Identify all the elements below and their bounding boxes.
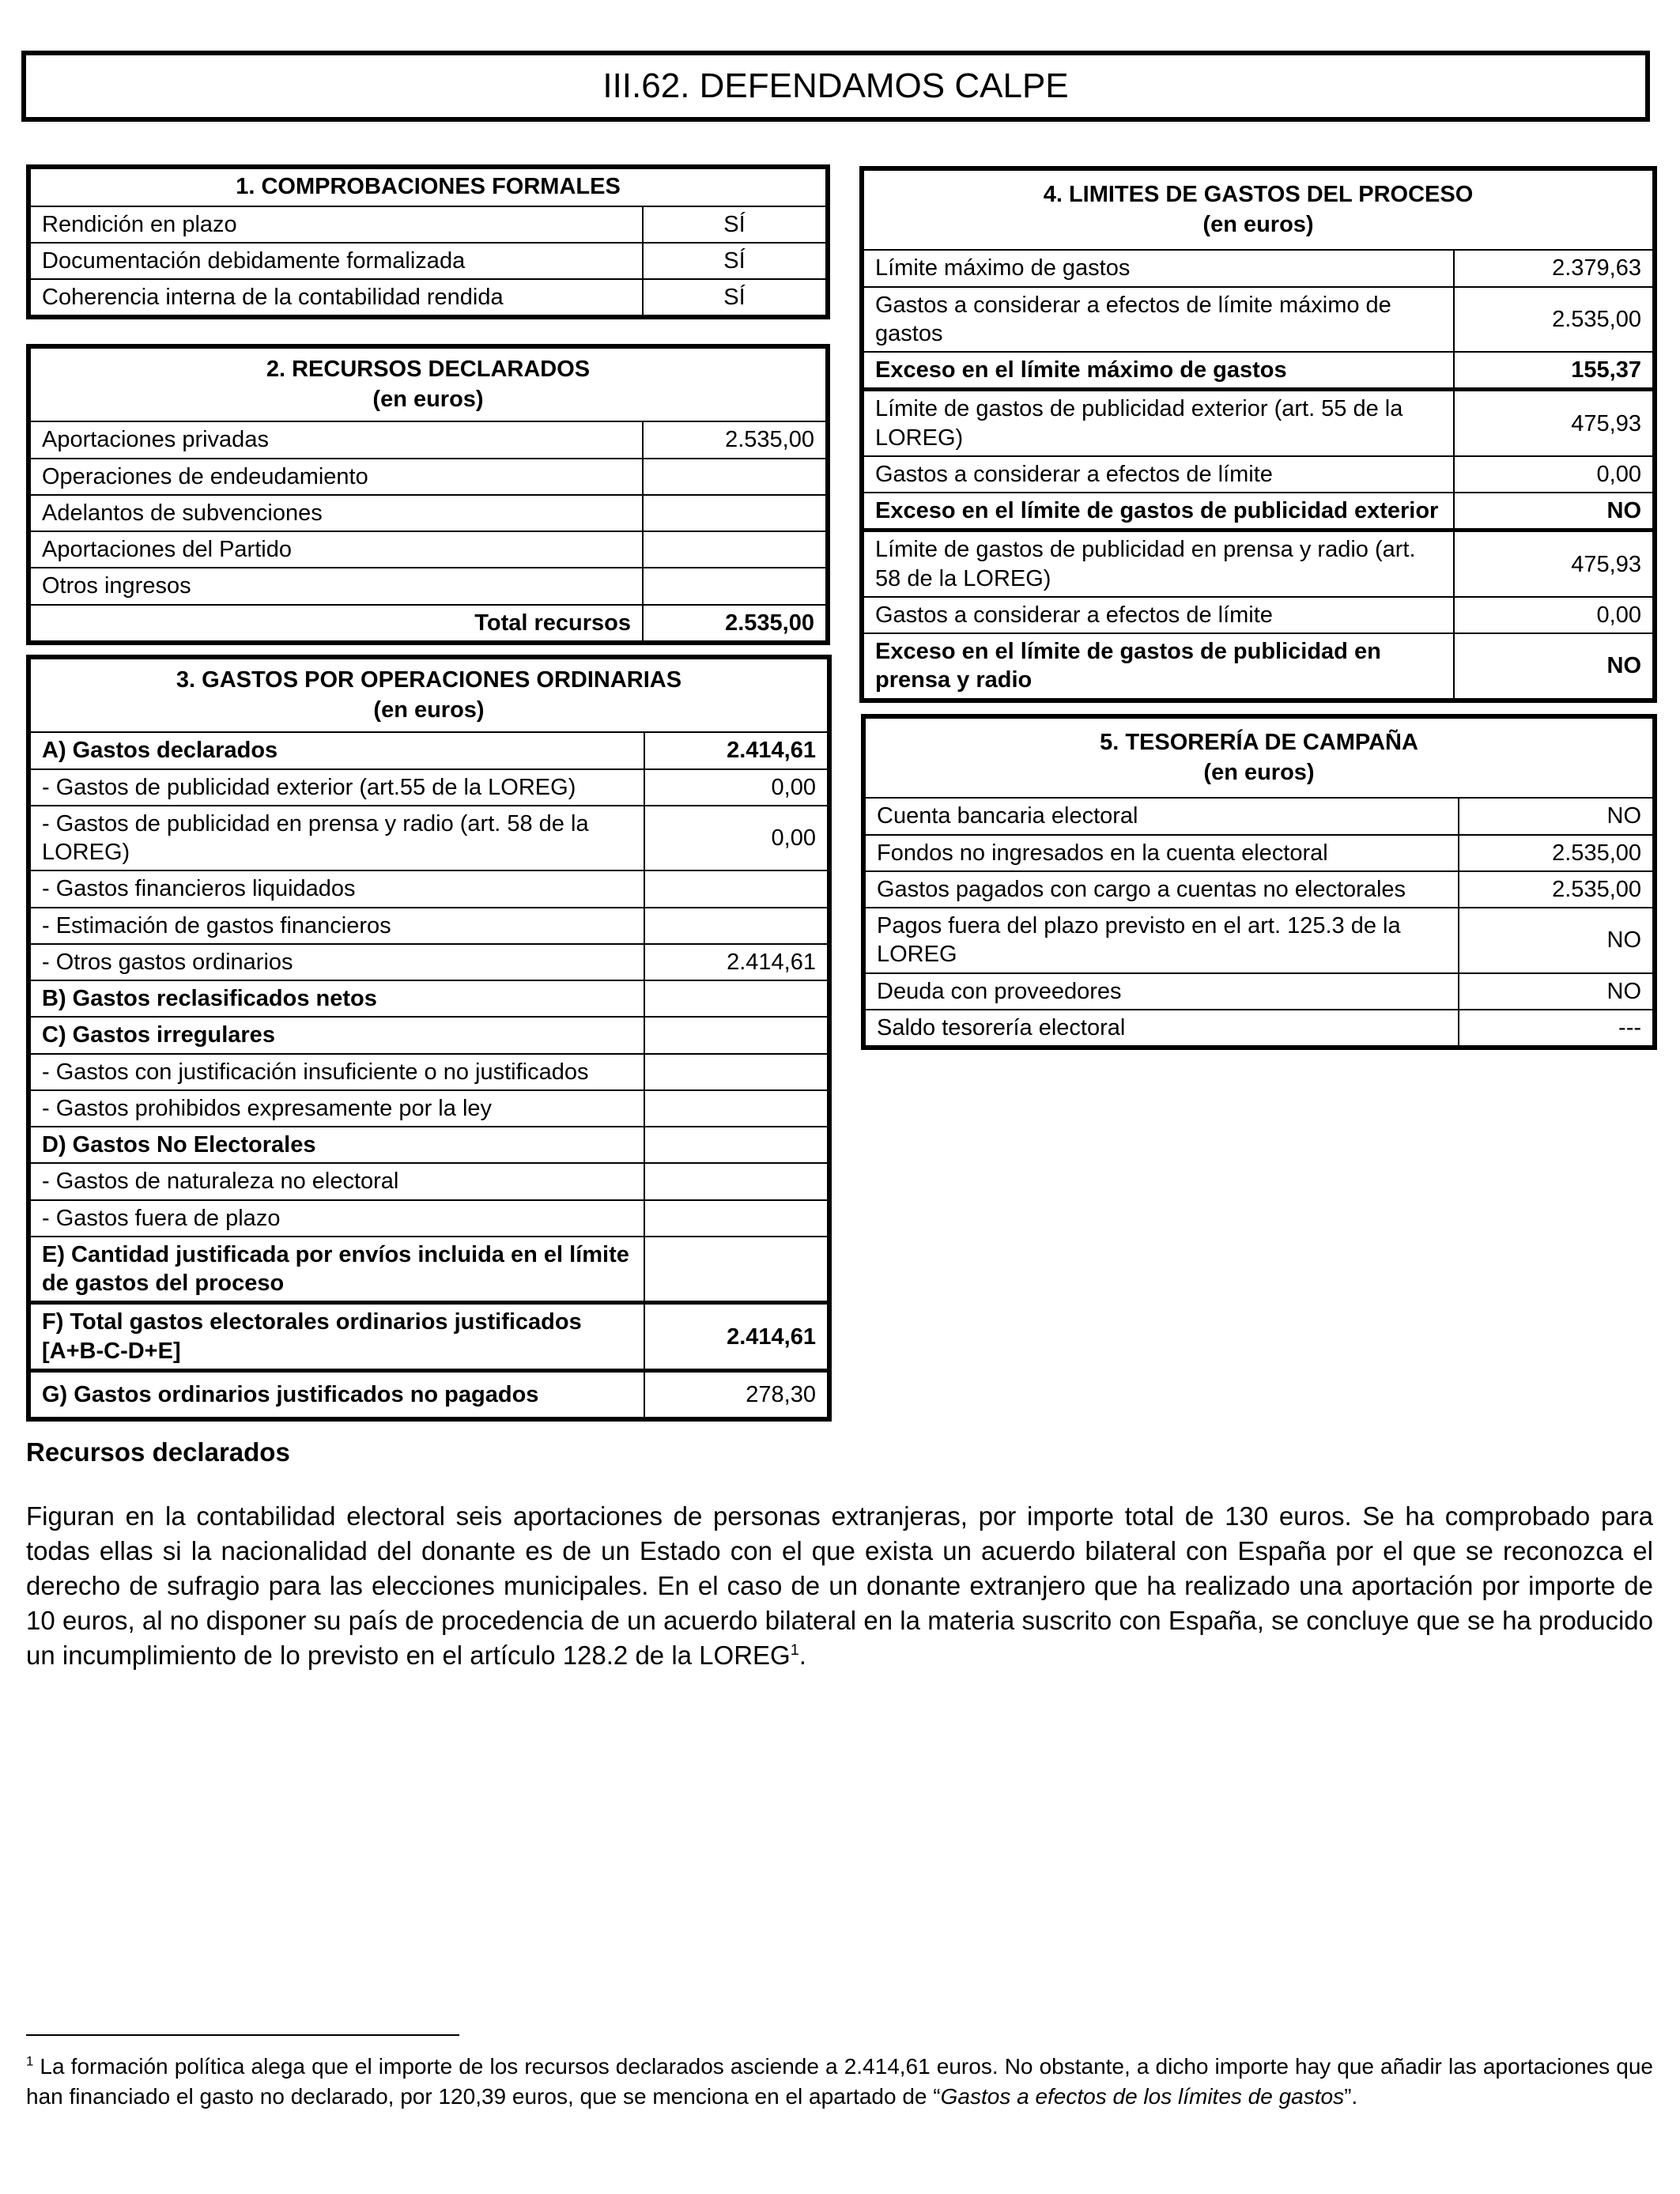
comprobaciones-heading: 1. COMPROBACIONES FORMALES	[28, 167, 828, 206]
row-label: Coherencia interna de la contabilidad rendida	[28, 279, 643, 317]
paragraph-end: .	[798, 1641, 806, 1670]
table-row	[28, 908, 829, 944]
row-value: NO	[1459, 908, 1655, 973]
row-label: Rendición en plazo	[28, 206, 643, 243]
row-label: F) Total gastos electorales ordinarios justificados [A+B-C-D+E]	[28, 1303, 644, 1371]
footnote-end: ”.	[1344, 2084, 1358, 2109]
row-label: - Gastos con justificación insuficiente o no justificados	[28, 1054, 644, 1090]
gastos-heading	[28, 657, 829, 732]
limites-heading-units: (en euros)	[1202, 211, 1314, 237]
row-value	[644, 1054, 829, 1090]
row-value	[643, 495, 828, 531]
table-row	[863, 871, 1655, 908]
row-label: D) Gastos No Electorales	[28, 1127, 644, 1163]
row-value	[644, 1017, 829, 1053]
section-title: Recursos declarados	[26, 1437, 290, 1467]
table-row	[28, 1054, 829, 1090]
row-label: Gastos a considerar a efectos de límite	[862, 456, 1454, 493]
footnote-italic: Gastos a efectos de los límites de gastos	[940, 2084, 1345, 2109]
row-value: 0,00	[644, 769, 829, 806]
row-value	[644, 870, 829, 907]
row-label: A) Gastos declarados	[28, 732, 644, 768]
row-value: SÍ	[643, 279, 828, 317]
recursos-table	[26, 344, 830, 645]
row-value: 2.414,61	[644, 732, 829, 768]
row-value	[643, 568, 828, 604]
row-label: - Gastos de publicidad exterior (art.55 de la LOREG)	[28, 769, 644, 806]
gastos-table	[26, 655, 832, 1422]
row-label: - Gastos financieros liquidados	[28, 870, 644, 907]
row-label: G) Gastos ordinarios justificados no pagados	[28, 1370, 644, 1419]
table-row	[863, 798, 1655, 834]
row-label: - Otros gastos ordinarios	[28, 944, 644, 980]
table-row	[28, 279, 828, 317]
row-value: 0,00	[644, 806, 829, 871]
row-label: Documentación debidamente formalizada	[28, 243, 643, 279]
footnote-marker: 1	[26, 2053, 34, 2069]
table-row	[863, 973, 1655, 1010]
footnote	[26, 2052, 1653, 2112]
row-label: Fondos no ingresados en la cuenta electoral	[863, 835, 1459, 871]
table-row	[28, 732, 829, 768]
table-row	[862, 390, 1655, 456]
table-row	[863, 835, 1655, 871]
row-label: - Gastos de naturaleza no electoral	[28, 1163, 644, 1199]
row-value: 2.535,00	[1459, 835, 1655, 871]
tesoreria-heading-units: (en euros)	[1203, 759, 1315, 785]
recursos-heading-units: (en euros)	[372, 386, 484, 412]
row-value: 2.414,61	[644, 944, 829, 980]
tesoreria-heading	[863, 716, 1655, 798]
table-row	[28, 870, 829, 907]
row-value: SÍ	[643, 243, 828, 279]
row-label: Gastos pagados con cargo a cuentas no electorales	[863, 871, 1459, 908]
table-row	[28, 1200, 829, 1237]
total-label: Total recursos	[28, 605, 643, 643]
row-label: Aportaciones del Partido	[28, 531, 643, 568]
paragraph-text: Figuran en la contabilidad electoral seis aportaciones de personas extranjeras, por importe total de 130 euros. Se ha comprobado para todas ellas si la nacionalidad del donante es de un Estado con el que exista un acuerdo bilateral con España por el que se reconozca el derecho de sufragio para las elecciones municipales. En el caso de un donante extranjero que ha realizado una aportación por importe de 10 euros, al no disponer su país de procedencia de un acuerdo bilateral en la materia suscrito con España, se concluye que se ha producido un incumplimiento de lo previsto en el artículo 128.2 de la LOREG	[26, 1501, 1653, 1670]
row-label: Gastos a considerar a efectos de límite	[862, 597, 1454, 633]
row-value: 2.414,61	[644, 1303, 829, 1371]
table-row	[862, 352, 1655, 390]
table-row	[862, 493, 1655, 531]
tesoreria-table	[861, 714, 1657, 1050]
footnote-ref[interactable]: 1	[790, 1641, 799, 1659]
table-row	[863, 908, 1655, 973]
total-row	[28, 605, 828, 643]
table-row	[28, 1090, 829, 1127]
table-row	[862, 250, 1655, 286]
row-value: 2.535,00	[1454, 287, 1655, 353]
table-row	[28, 421, 828, 458]
row-label: Límite de gastos de publicidad en prensa y radio (art. 58 de la LOREG)	[862, 531, 1454, 597]
footnote-divider	[26, 2034, 459, 2036]
row-label: - Gastos prohibidos expresamente por la ley	[28, 1090, 644, 1127]
recursos-heading-title: 2. RECURSOS DECLARADOS	[266, 357, 591, 382]
table-row	[28, 806, 829, 871]
row-value: 2.379,63	[1454, 250, 1655, 286]
row-value: 2.535,00	[643, 421, 828, 458]
row-value	[644, 1127, 829, 1163]
row-value: 475,93	[1454, 390, 1655, 456]
body-paragraph	[26, 1499, 1653, 1673]
row-label: Gastos a considerar a efectos de límite máximo de gastos	[862, 287, 1454, 353]
row-value	[644, 1090, 829, 1127]
page-title: III.62. DEFENDAMOS CALPE	[21, 51, 1650, 122]
row-label: Cuenta bancaria electoral	[863, 798, 1459, 834]
row-label: Exceso en el límite de gastos de publicidad exterior	[862, 493, 1454, 531]
row-label: - Estimación de gastos financieros	[28, 908, 644, 944]
table-row	[862, 531, 1655, 597]
recursos-heading	[28, 346, 828, 421]
table-row	[28, 980, 829, 1017]
row-value: 475,93	[1454, 531, 1655, 597]
table-row	[28, 495, 828, 531]
row-label: E) Cantidad justificada por envíos incluida en el límite de gastos del proceso	[28, 1237, 644, 1303]
row-label: Operaciones de endeudamiento	[28, 459, 643, 495]
limites-heading-title: 4. LIMITES DE GASTOS DEL PROCESO	[1043, 182, 1474, 207]
row-value: NO	[1459, 798, 1655, 834]
row-value	[643, 531, 828, 568]
limites-table	[859, 166, 1657, 703]
table-row	[862, 287, 1655, 353]
row-label: B) Gastos reclasificados netos	[28, 980, 644, 1017]
row-value: NO	[1459, 973, 1655, 1010]
total-value: 2.535,00	[643, 605, 828, 643]
limites-heading	[862, 168, 1655, 250]
row-label: Pagos fuera del plazo previsto en el art. 125.3 de la LOREG	[863, 908, 1459, 973]
footnote-text: La formación política alega que el importe de los recursos declarados asciende a 2.414,61 euros. No obstante, a dicho importe hay que añadir las aportaciones que han financiado el gasto no declarado, por 120,39 euros, que se menciona en el apartado de “	[26, 2054, 1653, 2109]
row-value	[644, 1200, 829, 1237]
table-row	[862, 633, 1655, 700]
row-value: 0,00	[1454, 597, 1655, 633]
row-label: Exceso en el límite máximo de gastos	[862, 352, 1454, 390]
row-label: - Gastos de publicidad en prensa y radio (art. 58 de la LOREG)	[28, 806, 644, 871]
row-value: 2.535,00	[1459, 871, 1655, 908]
row-value	[644, 980, 829, 1017]
row-label: Otros ingresos	[28, 568, 643, 604]
row-label: Límite de gastos de publicidad exterior (art. 55 de la LOREG)	[862, 390, 1454, 456]
row-label: Límite máximo de gastos	[862, 250, 1454, 286]
row-value	[643, 459, 828, 495]
row-value	[644, 1237, 829, 1303]
row-value: ---	[1459, 1010, 1655, 1048]
table-row	[862, 597, 1655, 633]
gastos-heading-units: (en euros)	[373, 697, 485, 723]
row-value	[644, 908, 829, 944]
table-row	[28, 243, 828, 279]
table-row	[28, 1127, 829, 1163]
row-label: Deuda con proveedores	[863, 973, 1459, 1010]
row-value: NO	[1454, 633, 1655, 700]
row-value: 0,00	[1454, 456, 1655, 493]
table-row	[28, 1303, 829, 1371]
gastos-heading-title: 3. GASTOS POR OPERACIONES ORDINARIAS	[176, 667, 682, 693]
table-row	[28, 568, 828, 604]
row-value: SÍ	[643, 206, 828, 243]
row-label: Exceso en el límite de gastos de publicidad en prensa y radio	[862, 633, 1454, 700]
table-row	[28, 944, 829, 980]
row-value	[644, 1163, 829, 1199]
table-row	[28, 206, 828, 243]
table-row	[28, 1163, 829, 1199]
table-row	[28, 531, 828, 568]
table-row	[28, 459, 828, 495]
row-value: NO	[1454, 493, 1655, 531]
row-label: Adelantos de subvenciones	[28, 495, 643, 531]
table-row	[863, 1010, 1655, 1048]
row-label: C) Gastos irregulares	[28, 1017, 644, 1053]
table-row	[28, 769, 829, 806]
table-row	[862, 456, 1655, 493]
table-row	[28, 1017, 829, 1053]
row-value: 278,30	[644, 1370, 829, 1419]
row-value: 155,37	[1454, 352, 1655, 390]
row-label: Aportaciones privadas	[28, 421, 643, 458]
table-row	[28, 1370, 829, 1419]
table-row	[28, 1237, 829, 1303]
tesoreria-heading-title: 5. TESORERÍA DE CAMPAÑA	[1100, 730, 1418, 755]
row-label: - Gastos fuera de plazo	[28, 1200, 644, 1237]
row-label: Saldo tesorería electoral	[863, 1010, 1459, 1048]
comprobaciones-table	[26, 164, 830, 319]
